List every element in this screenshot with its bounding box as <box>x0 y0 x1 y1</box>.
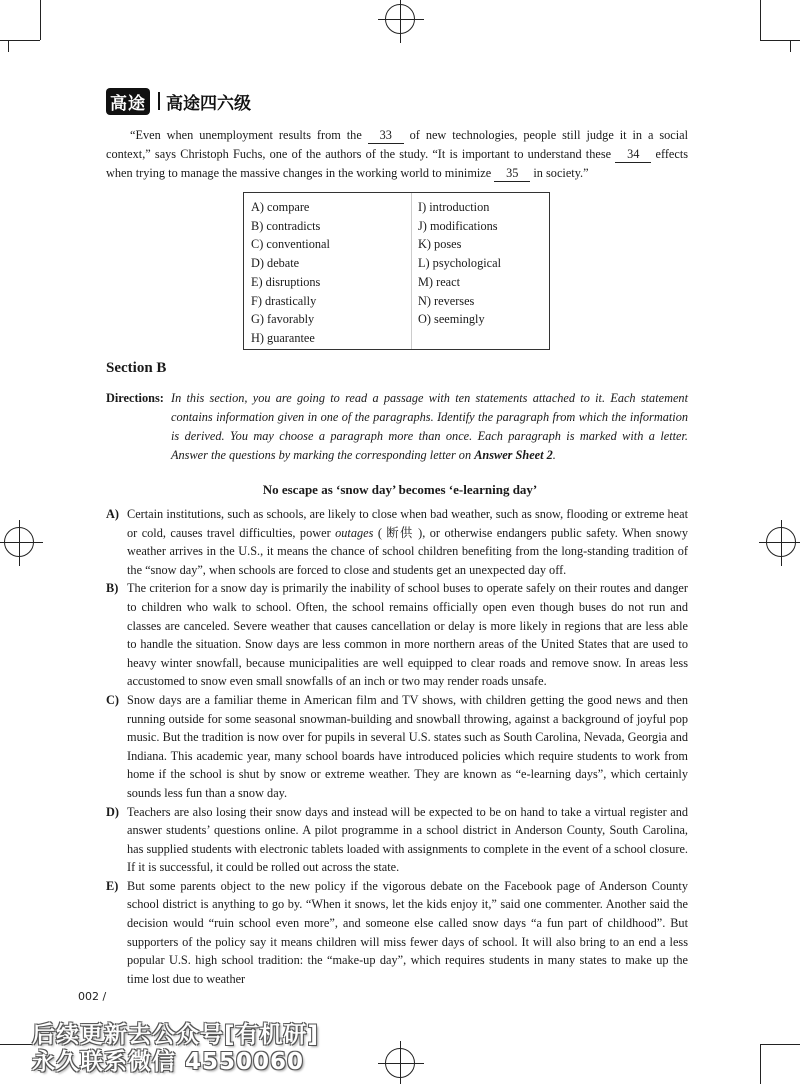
registration-mark-bottom <box>385 1048 415 1078</box>
paragraph-text: But some parents object to the new policy if the vigorous debate on the Facebook page of Anderson County school district is anything to go by. “When it snows, let the kids enjoy it,” said one commenter. Another said the decision would “ruin school even more”, and someone else called snow days “a fun part of childhood”. But supporters of the policy say it means children will miss fewer days of school. It will also bring to an end a less popular U.S. high school tradition: the “make-up day”, which requires students in many states to make up the time lost due to weather <box>127 878 688 986</box>
paragraph-label: D) <box>106 804 119 819</box>
word-option: G) favorably <box>251 312 315 327</box>
book-header <box>106 88 251 114</box>
header-divider <box>158 92 160 110</box>
word-option: J) modifications <box>418 218 498 233</box>
registration-mark-top <box>385 4 415 34</box>
word-option: M) react <box>418 274 460 289</box>
blank-35: 35 <box>494 166 530 182</box>
word-option: C) conventional <box>251 237 330 252</box>
series-name: 高途四六级 <box>166 93 251 114</box>
paragraph-e <box>106 877 688 989</box>
directions-label: Directions: <box>106 391 164 405</box>
paragraph-label: E) <box>106 878 119 893</box>
word-option: A) compare <box>251 200 310 214</box>
word-option: I) introduction <box>418 200 490 214</box>
crop-mark <box>760 40 800 41</box>
word-option: D) debate <box>251 256 300 271</box>
blank-34: 34 <box>615 147 651 163</box>
directions <box>106 389 688 465</box>
crop-mark <box>790 40 791 52</box>
crop-mark <box>760 0 761 40</box>
directions-end: . <box>552 448 556 462</box>
paragraph-label: B) <box>106 581 119 596</box>
paragraph-text: The criterion for a snow day is primarily the inability of school buses to operate safely on their routes and danger to children who walk to school. Often, the school remains officially open even though buses do not run and classes are canceled. Severe weather that causes cancellation or delay is more likely in regions that are less able to handle the situation. Snow days are less common in more northern areas of the United States that are used to heavy winter snowfall, because municipalities are well equipped to clear roads and remove snow. In areas less accustomed to snow even small snowfalls of an inch or two may render roads unsafe. <box>127 581 688 689</box>
crop-mark <box>8 40 9 52</box>
passage <box>106 505 688 988</box>
paragraph-text: Certain institutions, such as schools, are likely to close when bad weather, such as snow, flooding or extreme heat or cold, causes travel difficulties, power <box>127 507 688 540</box>
text-segment: “Even when unemployment results from the <box>130 128 362 142</box>
word-bank-left-column <box>251 198 330 348</box>
watermark-line-2: 永久联系微信 4550060 <box>32 1049 305 1075</box>
blank-33: 33 <box>368 128 404 144</box>
text-segment: effects when trying to manage the massive changes in the working world to minimize <box>106 147 689 180</box>
watermark-line-1: 后续更新去公众号[有机研] <box>32 1022 320 1048</box>
crop-mark <box>40 0 41 40</box>
paragraph-c <box>106 691 688 803</box>
passage-title: No escape as ‘snow day’ becomes ‘e-learning day’ <box>262 482 538 497</box>
crop-mark <box>0 40 40 41</box>
paragraph-label: A) <box>106 507 119 521</box>
text-segment: of new technologies, people still judge it in a social context,” says Christoph Fuchs, one of the authors of the study. “It is important to understand these <box>106 128 689 161</box>
word-option: H) guarantee <box>251 330 315 345</box>
paragraph-label: C) <box>106 692 119 707</box>
crop-mark <box>0 1044 32 1045</box>
paragraph-text: Snow days are a familiar theme in American film and TV shows, with children getting the good news and then running outside for some seasonal snowman-building and snowball throwing, against a background of joyful pop music. But the tradition is now over for pupils in several U.S. states such as South Carolina, Nevada, Georgia and Indiana. This academic year, many school boards have introduced policies which require students to work from home if the school is shut by snow or extreme weather. They are known as “e-learning days”, which certainly sounds less fun than a snow day. <box>127 692 688 800</box>
crop-mark <box>760 1044 800 1045</box>
paragraph-a <box>106 505 688 579</box>
word-option: N) reverses <box>418 293 475 308</box>
directions-main: In this section, you are going to read a passage with ten statements attached to it. Each statement contains information given in one of the paragraphs. Identify the paragraph from which the information is derived. You may choose a paragraph more than once. Each paragraph is marked with a letter. Answer the questions by marking the corresponding letter on <box>171 391 688 462</box>
brand-logo: 高途 <box>106 88 150 115</box>
word-option: L) psychological <box>418 256 501 271</box>
paragraph-text: Teachers are also losing their snow days and instead will be expected to be on hand to take a virtual register and answer students’ questions online. A pilot programme in a school district in Anderson County, South Carolina, has supplied students with electronic tablets loaded with assignments to complete in the event of a school closure. If it is successful, it could be rolled out across the state. <box>127 804 688 875</box>
registration-mark-left <box>4 527 34 557</box>
crop-mark <box>760 1044 761 1084</box>
paragraph-b <box>106 579 688 691</box>
word-option: F) drastically <box>251 293 317 308</box>
directions-text <box>171 389 688 465</box>
word-option: K) poses <box>418 237 462 252</box>
word-bank <box>243 192 550 350</box>
word-bank-right-column <box>418 198 501 329</box>
word-bank-divider <box>411 193 412 349</box>
paragraph-emphasis: outages <box>335 525 374 540</box>
paragraph-d <box>106 803 688 877</box>
registration-mark-right <box>766 527 796 557</box>
answer-sheet-ref: Answer Sheet 2 <box>474 448 553 462</box>
section-title: Section B <box>106 360 167 376</box>
word-option: O) seemingly <box>418 312 485 327</box>
word-option: B) contradicts <box>251 218 321 233</box>
paragraph-text: ( 断供 ), or otherwise endangers public safety. When snowy weather arrives in the U.S., it means the chance of school children benefiting from the long-standing tradition of the “snow day”, when schools are forced to close and students get an unexpected day off. <box>127 525 688 577</box>
cloze-paragraph <box>106 126 688 183</box>
word-option: E) disruptions <box>251 274 321 289</box>
text-segment: in society.” <box>533 166 589 180</box>
page-number: 002 / <box>78 990 107 1003</box>
